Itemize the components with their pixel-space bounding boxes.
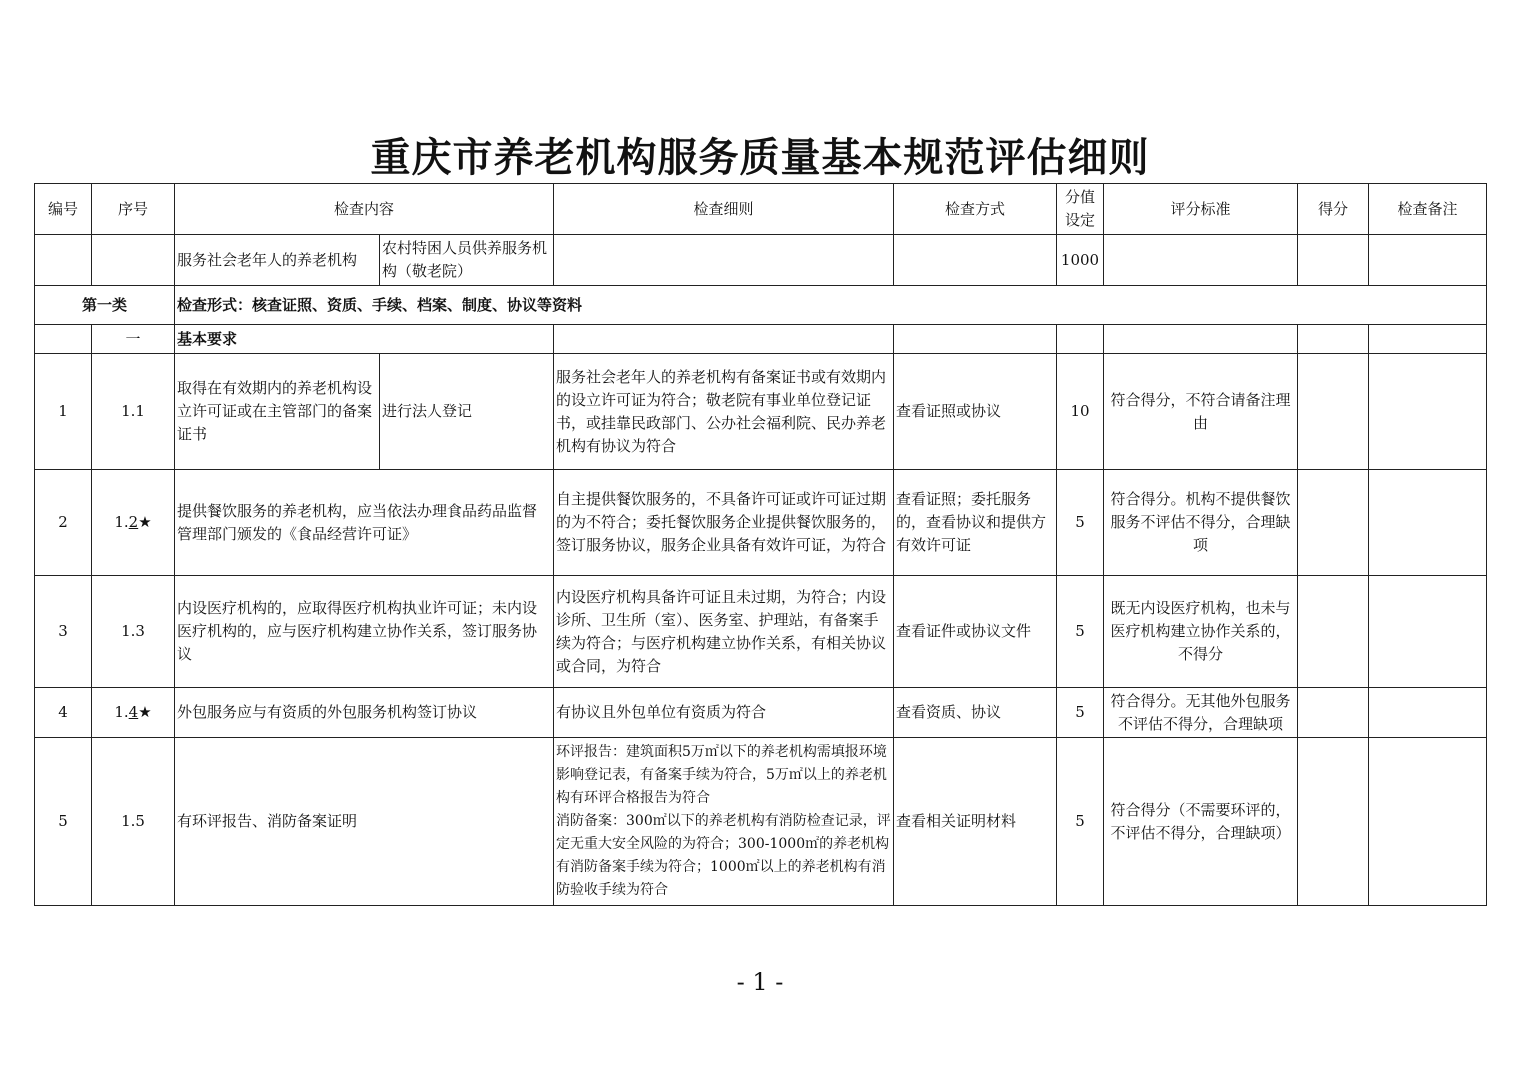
section-no: 一: [92, 325, 175, 354]
section-text: 基本要求: [175, 325, 554, 354]
xuhao-underlined: 2: [128, 513, 139, 531]
remark-cell: [1369, 470, 1487, 576]
header-detail: 检查细则: [554, 184, 894, 235]
method-cell: 查看证照；委托服务的，查看协议和提供方有效许可证: [894, 470, 1057, 576]
evaluation-table: [34, 183, 1487, 906]
detail-cell: 自主提供餐饮服务的，不具备许可证或许可证过期的为不符合；委托餐饮服务企业提供餐饮服务的，签订服务协议，服务企业具备有效许可证，为符合: [554, 470, 894, 576]
detail-cell: 内设医疗机构具备许可证且未过期，为符合；内设诊所、卫生所（室）、医务室、护理站，有备案手续为符合；与医疗机构建立协作关系，有相关协议或合同，为符合: [554, 576, 894, 688]
content-cell: 农村特困人员供养服务机构（敬老院）: [380, 235, 554, 286]
table-row: [35, 688, 1487, 738]
document-title: 重庆市养老机构服务质量基本规范评估细则: [370, 134, 1150, 181]
header-method: 检查方式: [894, 184, 1057, 235]
header-score-set: 分值设定: [1057, 184, 1104, 235]
header-content: 检查内容: [175, 184, 554, 235]
star-icon: ★: [138, 513, 152, 531]
category-row: [35, 286, 1487, 325]
header-standard: 评分标准: [1104, 184, 1298, 235]
remark-cell: [1369, 738, 1487, 906]
bianhao-cell: 4: [35, 688, 92, 738]
standard-cell: 符合得分，不符合请备注理由: [1104, 354, 1298, 470]
detail-cell: 有协议且外包单位有资质为符合: [554, 688, 894, 738]
xuhao-cell: 1.1: [92, 354, 175, 470]
score-cell: [1298, 738, 1369, 906]
detail-cell: 服务社会老年人的养老机构有备案证书或有效期内的设立许可证为符合；敬老院有事业单位登记证书，或挂靠民政部门、公办社会福利院、民办养老机构有协议为符合: [554, 354, 894, 470]
table-header-row: [35, 184, 1487, 235]
content-cell: 有环评报告、消防备案证明: [175, 738, 554, 906]
header-score: 得分: [1298, 184, 1369, 235]
remark-cell: [1369, 576, 1487, 688]
score-set-cell: 5: [1057, 576, 1104, 688]
xuhao-cell: [92, 688, 175, 738]
content-cell: 进行法人登记: [380, 354, 554, 470]
table-row: [35, 354, 1487, 470]
section-row: [35, 325, 1487, 354]
table-row: [35, 235, 1487, 286]
star-icon: ★: [138, 703, 152, 721]
table-row: [35, 738, 1487, 906]
remark-cell: [1369, 354, 1487, 470]
bianhao-cell: 5: [35, 738, 92, 906]
header-bianhao: 编号: [35, 184, 92, 235]
page-number: - 1 -: [736, 968, 784, 996]
standard-cell: 符合得分（不需要环评的，不评估不得分，合理缺项）: [1104, 738, 1298, 906]
score-cell: [1298, 576, 1369, 688]
score-set-cell: 5: [1057, 688, 1104, 738]
standard-cell: 符合得分。机构不提供餐饮服务不评估不得分，合理缺项: [1104, 470, 1298, 576]
standard-cell: 既无内设医疗机构，也未与医疗机构建立协作关系的，不得分: [1104, 576, 1298, 688]
score-set-cell: 5: [1057, 738, 1104, 906]
bianhao-cell: 2: [35, 470, 92, 576]
score-set-cell: 10: [1057, 354, 1104, 470]
header-xuhao: 序号: [92, 184, 175, 235]
content-cell: 服务社会老年人的养老机构: [175, 235, 380, 286]
content-cell: 外包服务应与有资质的外包服务机构签订协议: [175, 688, 554, 738]
standard-cell: 符合得分。无其他外包服务不评估不得分，合理缺项: [1104, 688, 1298, 738]
score-cell: [1298, 688, 1369, 738]
detail-cell: 环评报告：建筑面积5万㎡以下的养老机构需填报环境影响登记表，有备案手续为符合，5万㎡以上的养老机构有环评合格报告为符合 消防备案：300㎡以下的养老机构有消防检查记录，评定无重大安全风险的为符合；300-1000㎡的养老机构有消防备案手续为符合；1000㎡以上的养老机构有消防验收手续为符合: [554, 738, 894, 906]
xuhao-cell: [92, 470, 175, 576]
category-text: 检查形式：核查证照、资质、手续、档案、制度、协议等资料: [175, 286, 1487, 325]
category-label: 第一类: [35, 286, 175, 325]
remark-cell: [1369, 688, 1487, 738]
method-cell: 查看相关证明材料: [894, 738, 1057, 906]
bianhao-cell: 3: [35, 576, 92, 688]
method-cell: 查看证件或协议文件: [894, 576, 1057, 688]
score-set-cell: 5: [1057, 470, 1104, 576]
xuhao-underlined: 4: [128, 703, 139, 721]
content-cell: 内设医疗机构的，应取得医疗机构执业许可证；未内设医疗机构的，应与医疗机构建立协作关系，签订服务协议: [175, 576, 554, 688]
header-remark: 检查备注: [1369, 184, 1487, 235]
score-set-cell: 1000: [1057, 235, 1104, 286]
xuhao-main: 1.: [114, 703, 129, 721]
xuhao-main: 1.: [114, 513, 129, 531]
table-row: [35, 576, 1487, 688]
score-cell: [1298, 354, 1369, 470]
method-cell: 查看证照或协议: [894, 354, 1057, 470]
xuhao-cell: 1.3: [92, 576, 175, 688]
method-cell: 查看资质、协议: [894, 688, 1057, 738]
content-cell: 提供餐饮服务的养老机构，应当依法办理食品药品监督管理部门颁发的《食品经营许可证》: [175, 470, 554, 576]
table-row: [35, 470, 1487, 576]
content-cell: 取得在有效期内的养老机构设立许可证或在主管部门的备案证书: [175, 354, 380, 470]
bianhao-cell: 1: [35, 354, 92, 470]
xuhao-cell: 1.5: [92, 738, 175, 906]
score-cell: [1298, 470, 1369, 576]
